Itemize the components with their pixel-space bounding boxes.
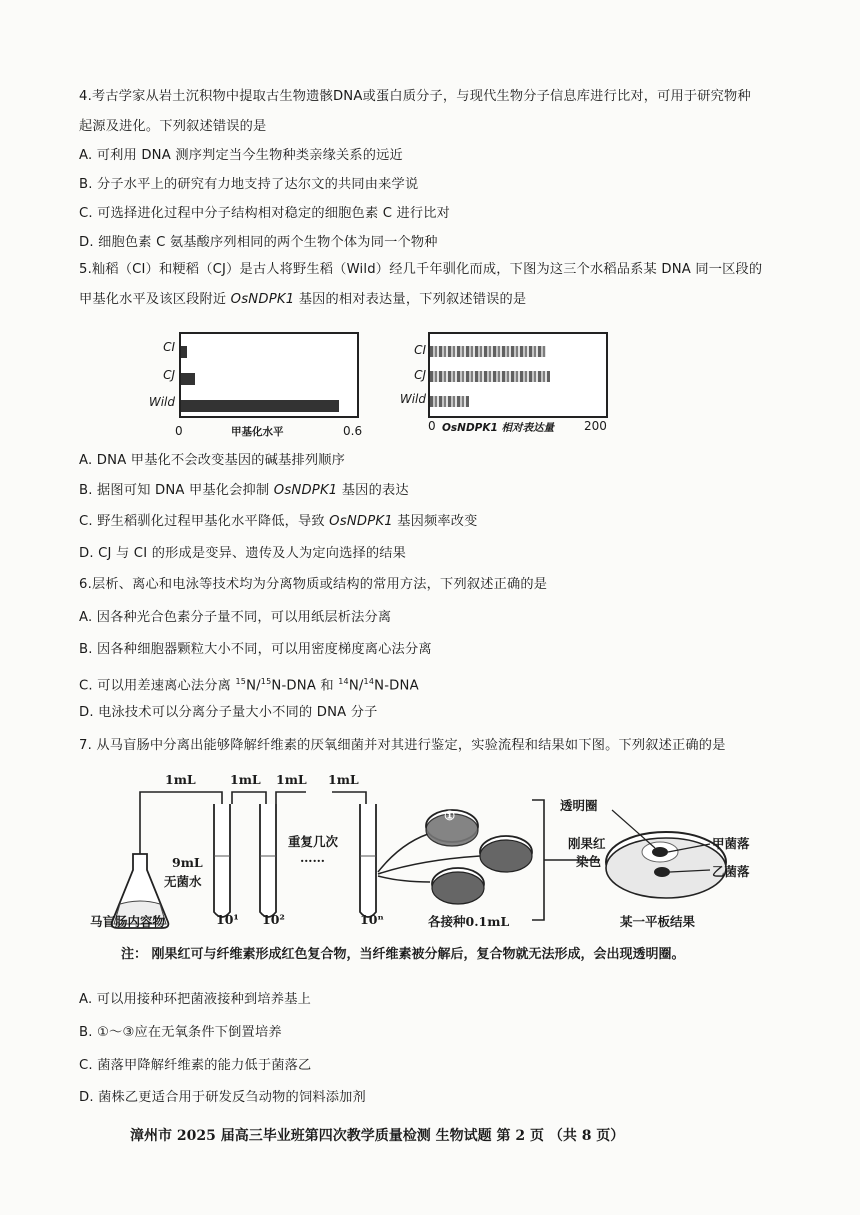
water-label: 无菌水 <box>164 874 202 889</box>
chart1-tick-0: 0 <box>175 424 183 438</box>
chart1-cat-ci: CI <box>163 340 175 354</box>
q6-c-sup1: 15 <box>235 677 247 686</box>
q6-c-text-d: N/ <box>348 678 364 694</box>
q5-b-text-a: B. 据图可知 DNA 甲基化会抑制 <box>79 483 274 498</box>
flask-label: 马盲肠内容物 <box>90 914 166 929</box>
colony-a-label: 甲菌落 <box>712 836 750 851</box>
q6-c-text-b: N/ <box>246 678 261 694</box>
transfer-line-3 <box>276 792 306 804</box>
vol-label-1: 1mL <box>165 772 196 787</box>
chart2-cat-cj: CJ <box>414 368 426 382</box>
tube-1-label: 10¹ <box>216 912 239 927</box>
q7-note: 注： 刚果红可与纤维素形成红色复合物，当纤维素被分解后，复合物就无法形成，会出现透明圈。 <box>121 947 685 962</box>
chart2-cat-ci: CI <box>414 343 426 357</box>
tube-2 <box>260 804 276 917</box>
chart1-bar-ci <box>181 346 187 358</box>
chart2-bar-ci <box>430 346 546 357</box>
q6-c-sup4: 14 <box>363 677 375 686</box>
q5-stem-line1: 5.籼稻（CI）和粳稻（CJ）是古人将野生稻（Wild）经几千年驯化而成，下图为这三个水稻品系某 DNA 同一区段的 <box>79 262 763 277</box>
q7-option-a: A. 可以用接种环把菌液接种到培养基上 <box>79 992 311 1007</box>
transfer-line-1 <box>140 792 222 854</box>
tube-n <box>360 804 376 917</box>
chart2-xlabel: OsNDPK1 相对表达量 <box>442 422 554 434</box>
stain-label-1: 刚果红 <box>568 836 606 851</box>
chart2-cat-wild: Wild <box>399 392 426 406</box>
q5-stem-text-a: 甲基化水平及该区段附近 <box>79 292 231 307</box>
chart1-cat-wild: Wild <box>148 395 175 409</box>
tube-2-label: 10² <box>262 912 285 927</box>
q5-b-text-b: 基因的表达 <box>337 483 409 498</box>
experiment-diagram <box>100 764 800 934</box>
q4-option-d: D. 细胞色素 C 氨基酸序列相同的两个生物个体为同一个物种 <box>79 235 438 250</box>
q5-option-d: D. CJ 与 CI 的形成是变异、遗传及人为定向选择的结果 <box>79 546 407 561</box>
chart1-xlabel: 甲基化水平 <box>231 426 284 438</box>
water-volume: 9mL <box>172 855 203 870</box>
q4-option-a: A. 可利用 DNA 测序判定当今生物种类亲缘关系的远近 <box>79 148 403 163</box>
q4-stem-line2: 起源及进化。下列叙述错误的是 <box>79 119 267 134</box>
q6-option-b: B. 因各种细胞器颗粒大小不同，可以用密度梯度离心法分离 <box>79 642 432 657</box>
stain-label-2: 染色 <box>576 854 602 869</box>
chart2-tick-0: 0 <box>428 419 436 433</box>
chart2-bar-cj <box>430 371 550 382</box>
expression-chart <box>386 328 626 438</box>
vol-label-2: 1mL <box>230 772 261 787</box>
plate-1-mark: ① <box>444 808 456 823</box>
chart2-bar-wild <box>430 396 469 407</box>
q5-option-a: A. DNA 甲基化不会改变基因的碱基排列顺序 <box>79 453 346 468</box>
q5-c-text-b: 基因频率改变 <box>392 514 478 529</box>
q6-c-sup3: 14 <box>338 677 349 686</box>
q5-c-text-a: C. 野生稻驯化过程甲基化水平降低，导致 <box>79 514 330 529</box>
tube-1 <box>214 804 230 917</box>
chart1-bar-wild <box>181 400 339 412</box>
q6-option-d: D. 电泳技术可以分离分子量大小不同的 DNA 分子 <box>79 705 378 720</box>
methylation-chart <box>135 328 375 438</box>
q5-gene-name: OsNDPK1 <box>230 292 295 307</box>
q7-option-b: B. ①～③应在无氧条件下倒置培养 <box>79 1025 282 1040</box>
colony-b-label: 乙菌落 <box>712 864 750 879</box>
chart1-tick-max: 0.6 <box>343 424 363 438</box>
vol-label-4: 1mL <box>328 772 359 787</box>
q6-c-text-c: N-DNA 和 <box>271 678 339 694</box>
plate-2 <box>480 836 532 872</box>
plate-3 <box>432 868 484 904</box>
repeat-label: 重复几次 <box>288 834 339 849</box>
q6-c-text-e: N-DNA <box>374 678 419 694</box>
result-label: 某一平板结果 <box>620 914 696 929</box>
inoculate-label: 各接种0.1mL <box>428 914 510 929</box>
q5-c-gene: OsNDPK1 <box>329 514 393 529</box>
stain-bracket <box>532 800 544 920</box>
q7-stem: 7. 从马盲肠中分离出能够降解纤维素的厌氧细菌并对其进行鉴定，实验流程和结果如下图。下列叙述正确的是 <box>79 738 726 753</box>
repeat-dots: …… <box>300 850 325 865</box>
q6-c-text-a: C. 可以用差速离心法分离 <box>79 678 236 694</box>
result-plate <box>606 832 726 898</box>
chart1-plot-area <box>179 332 359 418</box>
q7-option-c: C. 菌落甲降解纤维素的能力低于菌落乙 <box>79 1058 312 1073</box>
tube-n-label: 10ⁿ <box>360 912 384 927</box>
q5-option-b <box>79 482 409 500</box>
q7-option-d: D. 菌株乙更适合用于研发反刍动物的饲料添加剂 <box>79 1090 366 1105</box>
q4-option-b: B. 分子水平上的研究有力地支持了达尔文的共同由来学说 <box>79 177 419 192</box>
arrow-plate-3 <box>378 876 430 882</box>
chart1-bar-cj <box>181 373 195 385</box>
clear-zone-label: 透明圈 <box>560 798 598 813</box>
colony-b-dot <box>654 867 670 877</box>
chart2-tick-max: 200 <box>584 419 607 433</box>
q4-option-c: C. 可选择进化过程中分子结构相对稳定的细胞色素 C 进行比对 <box>79 206 451 221</box>
chart1-cat-cj: CJ <box>163 368 175 382</box>
transfer-line-2 <box>232 792 266 804</box>
vol-label-3: 1mL <box>276 772 307 787</box>
q6-option-a: A. 因各种光合色素分子量不同，可以用纸层析法分离 <box>79 610 392 625</box>
q5-stem-line2 <box>79 291 526 309</box>
q4-stem-line1: 4.考古学家从岩土沉积物中提取古生物遗骸DNA或蛋白质分子，与现代生物分子信息库进行比对，可用于研究物种 <box>79 89 751 104</box>
transfer-line-4 <box>332 792 366 804</box>
q6-option-c <box>79 673 419 695</box>
q6-stem: 6.层析、离心和电泳等技术均为分离物质或结构的常用方法，下列叙述正确的是 <box>79 577 548 592</box>
q5-b-gene: OsNDPK1 <box>273 483 338 498</box>
q6-c-sup2: 15 <box>260 677 272 686</box>
page-footer: 漳州市 2025 届高三毕业班第四次教学质量检测 生物试题 第 2 页 （共 8 页） <box>130 1128 625 1144</box>
q5-option-c <box>79 513 478 531</box>
colony-a-dot <box>652 847 668 857</box>
q5-stem-text-b: 基因的相对表达量，下列叙述错误的是 <box>294 292 527 307</box>
chart2-plot-area <box>428 332 608 418</box>
